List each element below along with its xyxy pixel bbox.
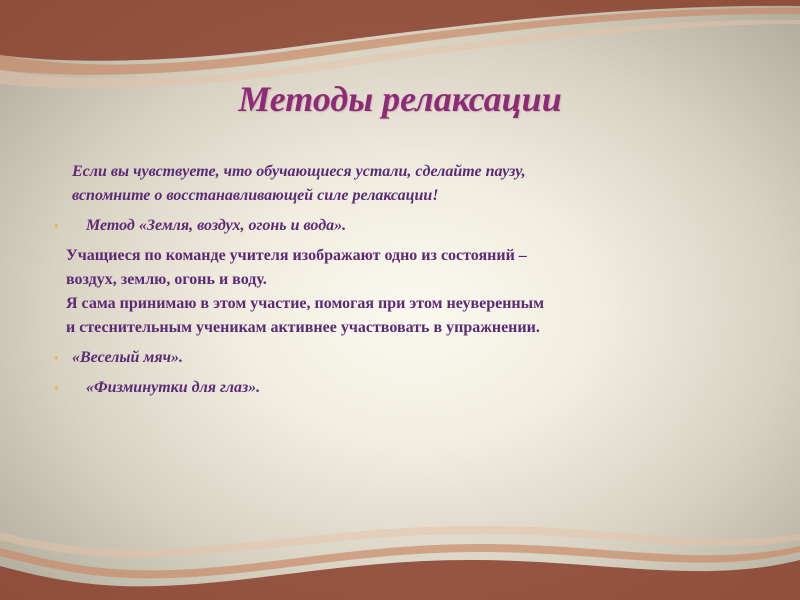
bullet-icon: • xyxy=(54,350,59,365)
intro-line-1: Если вы чувствуете, что обучающиеся устали, сделайте паузу, xyxy=(72,163,526,180)
students-line-3: Я сама принимаю в этом участие, помогая при этом неуверенным xyxy=(66,295,545,312)
slide-content xyxy=(52,160,752,406)
bullet-icon: • xyxy=(54,218,59,233)
bullet-eyes-text: «Физминутки для глаз». xyxy=(86,379,261,396)
students-line-2: воздух, землю, огонь и воду. xyxy=(66,271,267,288)
bullet-ball xyxy=(52,346,752,370)
bullet-ball-text: «Веселый мяч». xyxy=(72,349,183,366)
bullet-method xyxy=(52,214,752,238)
students-line-1: Учащиеся по команде учителя изображают одно из состояний – xyxy=(66,247,527,264)
bullet-method-text: Метод «Земля, воздух, огонь и вода». xyxy=(86,217,347,234)
students-line-4: и стеснительным ученикам активнее участвовать в упражнении. xyxy=(66,319,540,336)
bullet-icon: • xyxy=(54,380,59,395)
bullet-eyes xyxy=(52,376,752,400)
intro-line-2: вспомните о восстанавливающей силе релаксации! xyxy=(72,187,439,204)
students-paragraph xyxy=(52,244,752,340)
bottom-wave-dark xyxy=(0,560,800,600)
intro-paragraph xyxy=(52,160,752,208)
slide-title: Методы релаксации xyxy=(238,79,562,119)
